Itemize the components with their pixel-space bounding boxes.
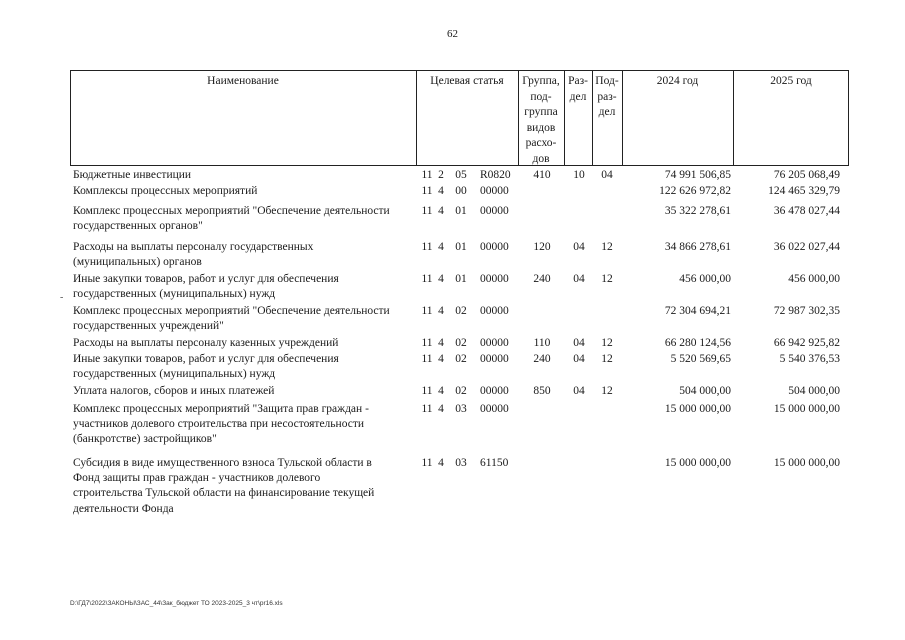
row-t4: 00000 bbox=[480, 241, 509, 253]
row-t3: 01 bbox=[455, 205, 467, 217]
row-t3: 01 bbox=[455, 273, 467, 285]
row-name: Уплата налогов, сборов и иных платежей bbox=[73, 385, 275, 397]
row-sec: 10 bbox=[573, 169, 585, 181]
row-t2: 4 bbox=[438, 385, 444, 397]
row-grp: 410 bbox=[533, 169, 551, 181]
row-t1: 11 bbox=[421, 385, 433, 397]
row-t1: 11 bbox=[421, 273, 433, 285]
row-sec: 04 bbox=[573, 337, 585, 349]
row-t1: 11 bbox=[421, 337, 433, 349]
row-t2: 4 bbox=[438, 337, 444, 349]
file-path-footer: D:\ГД7\2022\ЗАКОНЫ\ЗАС_44\Зак_бюджет ТО 2023-2025_3 чт\pr16.xls bbox=[70, 600, 283, 607]
row-t2: 4 bbox=[438, 403, 444, 415]
row-t4: 00000 bbox=[480, 273, 509, 285]
row-v2024: 15 000 000,00 bbox=[664, 403, 731, 415]
row-t4: 00000 bbox=[480, 353, 509, 365]
row-t3: 02 bbox=[455, 305, 467, 317]
row-sub: 04 bbox=[601, 169, 613, 181]
row-grp: 110 bbox=[533, 337, 551, 349]
row-t3: 02 bbox=[455, 353, 467, 365]
row-name: Субсидия в виде имущественного взноса Тульской области в Фонд защиты прав граждан - участников долевого строительства Тульской области на финансирование текущей деятельности Фонда bbox=[73, 457, 375, 515]
header-name: Наименование bbox=[207, 75, 279, 87]
row-v2024: 15 000 000,00 bbox=[664, 457, 731, 469]
row-v2025: 66 942 925,82 bbox=[773, 337, 840, 349]
row-v2025: 456 000,00 bbox=[788, 273, 840, 285]
row-t2: 4 bbox=[438, 273, 444, 285]
row-t3: 00 bbox=[455, 185, 467, 197]
row-name: Расходы на выплаты персоналу государственных (муниципальных) органов bbox=[73, 241, 314, 269]
row-t3: 05 bbox=[455, 169, 467, 181]
header-subsection: Под- раз- дел bbox=[595, 75, 619, 119]
row-name: Иные закупки товаров, работ и услуг для обеспечения государственных (муниципальных) нужд bbox=[73, 353, 339, 381]
row-t4: 61150 bbox=[480, 457, 509, 469]
row-t1: 11 bbox=[421, 305, 433, 317]
header-section: Раз- дел bbox=[568, 75, 588, 103]
row-t1: 11 bbox=[421, 185, 433, 197]
row-name: Комплекс процессных мероприятий "Обеспечение деятельности государственных учреждений" bbox=[73, 305, 390, 333]
row-t2: 4 bbox=[438, 205, 444, 217]
row-v2024: 456 000,00 bbox=[679, 273, 731, 285]
row-sub: 12 bbox=[601, 241, 613, 253]
row-t1: 11 bbox=[421, 205, 433, 217]
header-target-article: Целевая статья bbox=[430, 75, 504, 87]
row-v2024: 74 991 506,85 bbox=[664, 169, 731, 181]
row-sec: 04 bbox=[573, 385, 585, 397]
row-name: Бюджетные инвестиции bbox=[73, 169, 192, 181]
row-v2024: 35 322 278,61 bbox=[664, 205, 731, 217]
row-t2: 4 bbox=[438, 305, 444, 317]
margin-mark: - bbox=[60, 292, 64, 303]
row-sec: 04 bbox=[573, 273, 585, 285]
row-name: Расходы на выплаты персоналу казенных учреждений bbox=[73, 337, 339, 349]
row-t2: 4 bbox=[438, 241, 444, 253]
row-grp: 240 bbox=[533, 273, 551, 285]
row-grp: 240 bbox=[533, 353, 551, 365]
row-name: Комплекс процессных мероприятий "Обеспечение деятельности государственных органов" bbox=[73, 205, 390, 233]
row-v2025: 504 000,00 bbox=[788, 385, 840, 397]
row-v2024: 66 280 124,56 bbox=[664, 337, 731, 349]
row-t2: 2 bbox=[438, 169, 444, 181]
row-name: Комплекс процессных мероприятий "Защита прав граждан - участников долевого строительства при несостоятельности (банкротстве) застройщиков" bbox=[73, 403, 369, 446]
row-name: Комплексы процессных мероприятий bbox=[73, 185, 258, 197]
row-t2: 4 bbox=[438, 353, 444, 365]
header-year-2025: 2025 год bbox=[770, 75, 812, 87]
header-expense-group: Группа, под- группа видов расхо- дов bbox=[522, 75, 560, 165]
row-v2025: 15 000 000,00 bbox=[773, 457, 840, 469]
row-t1: 11 bbox=[421, 457, 433, 469]
row-t4: 00000 bbox=[480, 337, 509, 349]
row-t1: 11 bbox=[421, 353, 433, 365]
row-t4: 00000 bbox=[480, 185, 509, 197]
row-grp: 120 bbox=[533, 241, 551, 253]
row-v2025: 5 540 376,53 bbox=[779, 353, 840, 365]
row-sub: 12 bbox=[601, 273, 613, 285]
row-grp: 850 bbox=[533, 385, 551, 397]
row-t4: 00000 bbox=[480, 305, 509, 317]
row-sub: 12 bbox=[601, 353, 613, 365]
row-v2024: 72 304 694,21 bbox=[664, 305, 731, 317]
row-t2: 4 bbox=[438, 185, 444, 197]
row-v2024: 504 000,00 bbox=[679, 385, 731, 397]
row-t4: 00000 bbox=[480, 385, 509, 397]
row-t4: 00000 bbox=[480, 403, 509, 415]
row-t3: 02 bbox=[455, 385, 467, 397]
row-v2025: 36 478 027,44 bbox=[773, 205, 840, 217]
row-t4: R0820 bbox=[480, 169, 511, 181]
row-sub: 12 bbox=[601, 385, 613, 397]
row-name: Иные закупки товаров, работ и услуг для обеспечения государственных (муниципальных) нужд bbox=[73, 273, 339, 301]
row-sub: 12 bbox=[601, 337, 613, 349]
header-year-2024: 2024 год bbox=[656, 75, 699, 87]
row-t2: 4 bbox=[438, 457, 444, 469]
row-t3: 03 bbox=[455, 457, 467, 469]
row-t1: 11 bbox=[421, 241, 433, 253]
page-number: 62 bbox=[447, 28, 458, 40]
row-v2024: 34 866 278,61 bbox=[664, 241, 731, 253]
row-t3: 03 bbox=[455, 403, 467, 415]
row-v2025: 72 987 302,35 bbox=[773, 305, 840, 317]
row-v2025: 15 000 000,00 bbox=[773, 403, 840, 415]
row-v2025: 124 465 329,79 bbox=[768, 185, 840, 197]
row-sec: 04 bbox=[573, 353, 585, 365]
row-t1: 11 bbox=[421, 169, 433, 181]
row-v2025: 76 205 068,49 bbox=[773, 169, 840, 181]
row-v2024: 122 626 972,82 bbox=[659, 185, 731, 197]
row-sec: 04 bbox=[573, 241, 585, 253]
row-t4: 00000 bbox=[480, 205, 509, 217]
row-t1: 11 bbox=[421, 403, 433, 415]
row-t3: 02 bbox=[455, 337, 467, 349]
row-v2025: 36 022 027,44 bbox=[773, 241, 840, 253]
row-t3: 01 bbox=[455, 241, 467, 253]
row-v2024: 5 520 569,65 bbox=[670, 353, 731, 365]
